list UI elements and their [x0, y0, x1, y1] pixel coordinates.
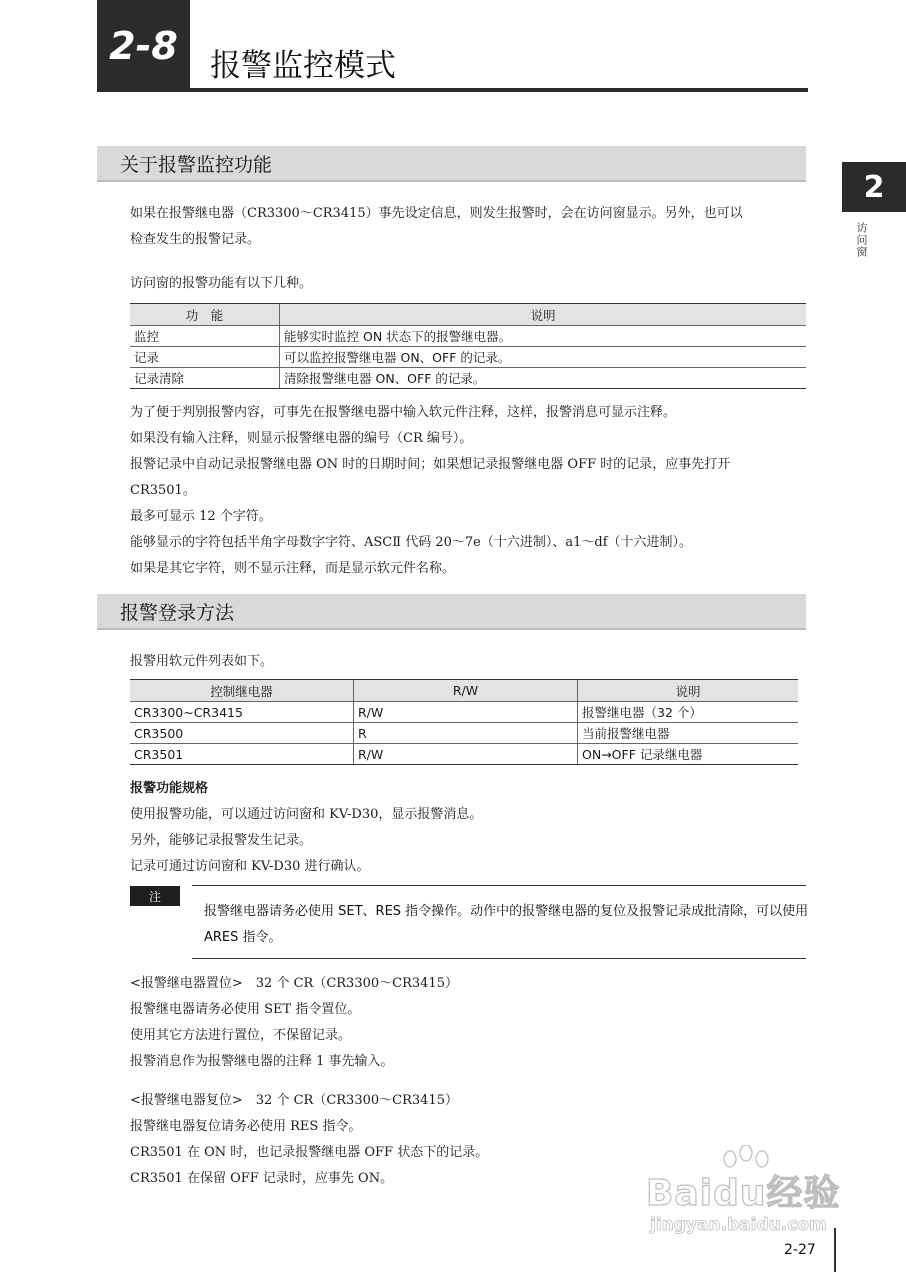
spec-block [130, 776, 482, 880]
table-row [130, 368, 806, 389]
set-block [130, 971, 458, 1075]
note-divider-top [192, 885, 806, 886]
function-table [130, 303, 806, 389]
watermark-brand: Baidu经验 [646, 1173, 841, 1214]
table-header: 功 能 [130, 304, 280, 326]
note-divider-bottom [192, 958, 806, 959]
table-header: 说明 [280, 304, 807, 326]
section-heading-registration-text: 报警登录方法 [120, 601, 235, 624]
page-number: 2-27 [784, 1242, 816, 1258]
spec-line: 使用报警功能，可以通过访问窗和 KV-D30，显示报警消息。 [130, 807, 483, 822]
section-heading-registration [97, 594, 806, 628]
reset-line: CR3501 在保留 OFF 记录时，应事先 ON。 [130, 1171, 394, 1186]
section1-notes [130, 400, 730, 582]
note-line: 如果没有输入注释，则显示报警继电器的编号（CR 编号）。 [130, 431, 473, 446]
table-cell: R/W [354, 702, 578, 723]
set-line: 报警继电器请务必使用 SET 指令置位。 [130, 1002, 361, 1017]
table-cell: 当前报警继电器 [578, 723, 799, 744]
table-row [130, 326, 806, 347]
table-header: 控制继电器 [130, 680, 354, 702]
table-cell: CR3500 [130, 723, 354, 744]
table-cell: CR3300~CR3415 [130, 702, 354, 723]
table-cell: CR3501 [130, 744, 354, 765]
table-cell: 记录清除 [130, 368, 280, 389]
title-rule [190, 88, 808, 92]
reset-block [130, 1088, 488, 1192]
set-line: 报警消息作为报警继电器的注释 1 事先输入。 [130, 1054, 394, 1069]
section1-intro [130, 201, 743, 253]
set-heading: <报警继电器置位> 32 个 CR（CR3300～CR3415） [130, 976, 458, 991]
note-line: 能够显示的字符包括半角字母数字字符、ASCⅡ 代码 20～7e（十六进制）、a1～df（十六进制）。 [130, 535, 693, 550]
reset-line: CR3501 在 ON 时，也记录报警继电器 OFF 状态下的记录。 [130, 1145, 489, 1160]
table-cell: 监控 [130, 326, 280, 347]
note-line: 报警记录中自动记录报警继电器 ON 时的日期时间；如果想记录报警继电器 OFF 时的记录，应事先打开 [130, 457, 731, 472]
section-heading-about [97, 146, 806, 180]
intro-line: 如果在报警继电器（CR3300～CR3415）事先设定信息，则发生报警时，会在访问窗显示。另外，也可以 [130, 206, 743, 221]
table-row [130, 723, 798, 744]
spec-line: 另外，能够记录报警发生记录。 [130, 833, 313, 848]
table-cell: 可以监控报警继电器 ON、OFF 的记录。 [280, 347, 807, 368]
table-row [130, 702, 798, 723]
device-table [130, 679, 798, 765]
note-line: 为了便于判别报警内容，可事先在报警继电器中输入软元件注释，这样，报警消息可显示注释。 [130, 405, 677, 420]
table-row [130, 744, 798, 765]
note-line: CR3501。 [130, 483, 196, 498]
table-cell: 记录 [130, 347, 280, 368]
table-header: 说明 [578, 680, 799, 702]
set-line: 使用其它方法进行置位，不保留记录。 [130, 1028, 352, 1043]
table-cell: R [354, 723, 578, 744]
table2-caption: 报警用软元件列表如下。 [130, 654, 274, 669]
baidu-watermark [640, 1145, 860, 1245]
spec-line: 记录可通过访问窗和 KV-D30 进行确认。 [130, 859, 370, 874]
page-number-rule [834, 1228, 836, 1272]
table-row [130, 347, 806, 368]
watermark-url: jingyan.baidu.com [650, 1215, 827, 1235]
table-cell: 清除报警继电器 ON、OFF 的记录。 [280, 368, 807, 389]
note-text: 报警继电器请务必使用 SET、RES 指令操作。动作中的报警继电器的复位及报警记录成批清除，可以使用 ARES 指令。 [204, 904, 809, 945]
table-cell: ON→OFF 记录继电器 [578, 744, 799, 765]
table1-caption: 访问窗的报警功能有以下几种。 [130, 276, 313, 291]
reset-line: 报警继电器复位请务必使用 RES 指令。 [130, 1119, 362, 1134]
intro-line: 检查发生的报警记录。 [130, 232, 261, 247]
table-cell: R/W [354, 744, 578, 765]
chapter-number: 2-8 [97, 0, 190, 92]
table-cell: 能够实时监控 ON 状态下的报警继电器。 [280, 326, 807, 347]
table-cell: 报警继电器（32 个） [578, 702, 799, 723]
section-heading-about-text: 关于报警监控功能 [120, 153, 273, 176]
note-line: 最多可显示 12 个字符。 [130, 509, 272, 524]
spec-heading: 报警功能规格 [130, 781, 209, 796]
table-header: R/W [354, 680, 578, 702]
side-tab-label: 访问窗 [855, 222, 868, 258]
chapter-title: 报警监控模式 [210, 48, 396, 84]
note-tag: 注 [130, 886, 180, 906]
note-line: 如果是其它字符，则不显示注释，而是显示软元件名称。 [130, 561, 456, 576]
reset-heading: <报警继电器复位> 32 个 CR（CR3300～CR3415） [130, 1093, 458, 1108]
side-tab-number: 2 [842, 162, 906, 212]
